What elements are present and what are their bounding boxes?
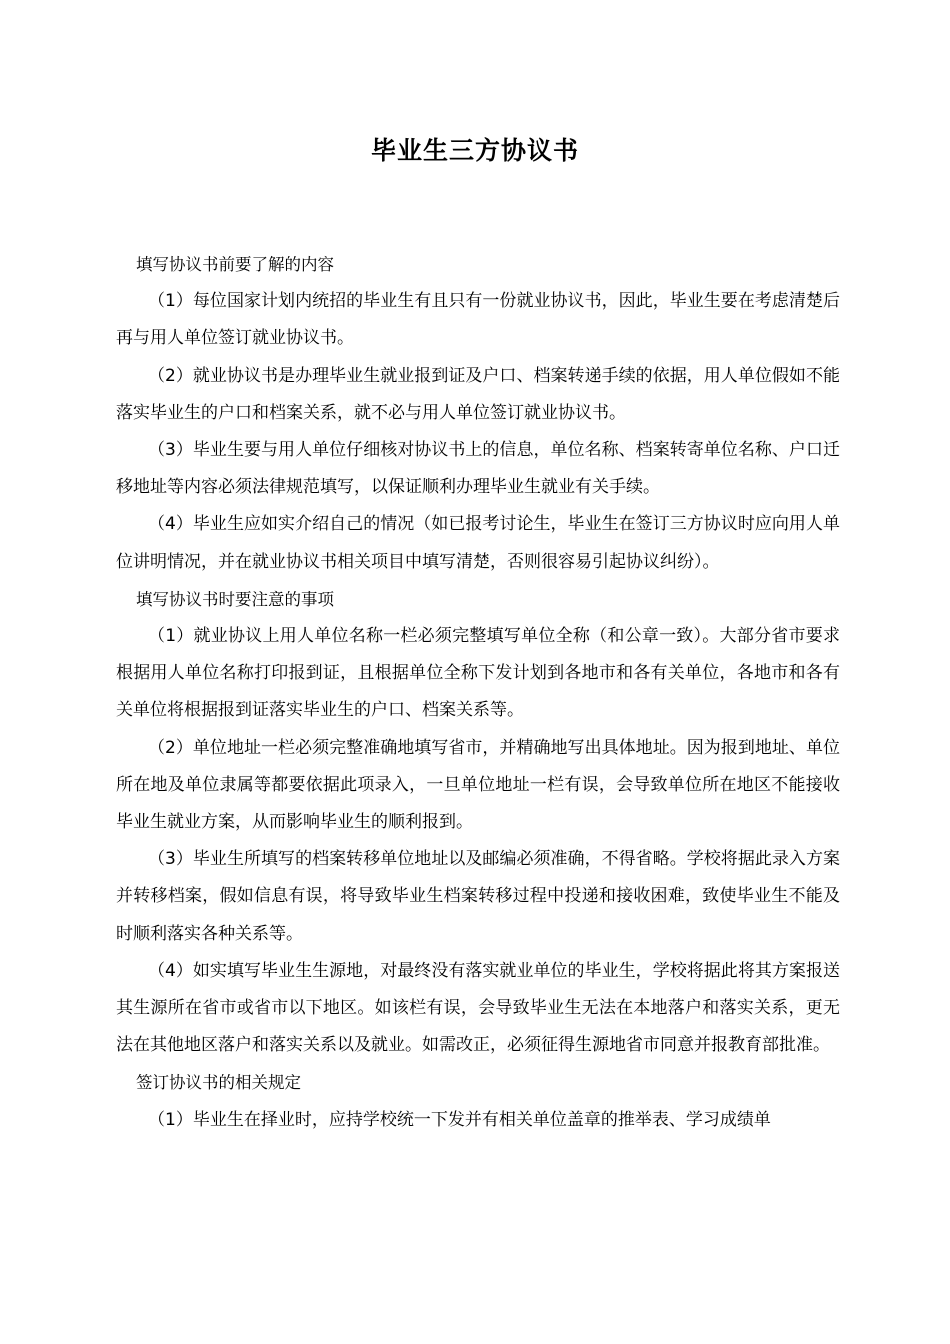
- section-heading: 签订协议书的相关规定: [136, 1073, 301, 1093]
- paragraph: （1）每位国家计划内统招的毕业生有且只有一份就业协议书，因此，毕业生要在考虑清楚后再与用人单位签订就业协议书。: [116, 291, 840, 349]
- paragraph: （4）如实填写毕业生生源地，对最终没有落实就业单位的毕业生，学校将据此将其方案报送其生源所在省市或省市以下地区。如该栏有误，会导致毕业生无法在本地落户和落实关系，更无法在其他地区落户和落实关系以及就业。如需改正，必须征得生源地省市同意并报教育部批准。: [116, 960, 840, 1056]
- section-heading: 填写协议书时要注意的事项: [136, 589, 334, 609]
- paragraph: （2）就业协议书是办理毕业生就业报到证及户口、档案转递手续的依据，用人单位假如不能落实毕业生的户口和档案关系，就不必与用人单位签订就业协议书。: [116, 365, 840, 423]
- paragraph: （2）单位地址一栏必须完整准确地填写省市，并精确地写出具体地址。因为报到地址、单位所在地及单位隶属等都要依据此项录入，一旦单位地址一栏有误，会导致单位所在地区不能接收毕业生就业方案，从而影响毕业生的顺利报到。: [116, 737, 840, 833]
- section-heading: 填写协议书前要了解的内容: [136, 255, 334, 274]
- paragraph: （3）毕业生所填写的档案转移单位地址以及邮编必须准确，不得省略。学校将据此录入方案并转移档案，假如信息有误，将导致毕业生档案转移过程中投递和接收困难，致使毕业生不能及时顺利落实各种关系等。: [116, 849, 840, 944]
- paragraph: （1）就业协议上用人单位名称一栏必须完整填写单位全称（和公章一致）。大部分省市要求根据用人单位名称打印报到证，且根据单位全称下发计划到各地市和各有关单位，各地市和各有关单位将根据报到证落实毕业生的户口、档案关系等。: [116, 626, 840, 721]
- document-body: [116, 246, 840, 1139]
- document-title: 毕业生三方协议书: [370, 136, 579, 165]
- paragraph: （3）毕业生要与用人单位仔细核对协议书上的信息，单位名称、档案转寄单位名称、户口迁移地址等内容必须法律规范填写，以保证顺利办理毕业生就业有关手续。: [116, 440, 840, 498]
- paragraph: （1）毕业生在择业时，应持学校统一下发并有相关单位盖章的推举表、学习成绩单: [148, 1109, 771, 1130]
- paragraph: （4）毕业生应如实介绍自己的情况（如已报考讨论生，毕业生在签订三方协议时应向用人单位讲明情况，并在就业协议书相关项目中填写清楚，否则很容易引起协议纠纷）。: [116, 514, 840, 572]
